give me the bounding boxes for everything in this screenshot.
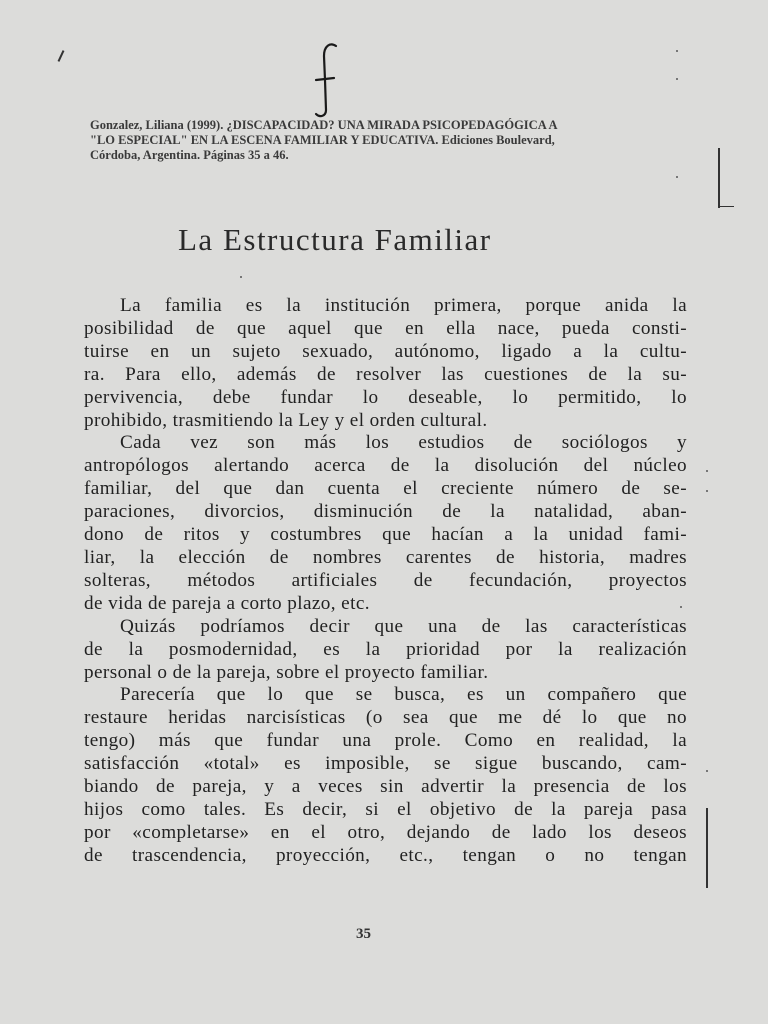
- body-line: prohibido, trasmitiendo la Ley y el orden cultural.: [84, 409, 488, 431]
- body-text: [84, 295, 687, 868]
- bibliographic-citation: [90, 118, 730, 163]
- body-line: familiar, del que dan cuenta el creciente número de se-: [84, 478, 687, 500]
- body-line: Cada vez son más los estudios de sociólogos y: [120, 432, 687, 454]
- body-line: restaure heridas narcisísticas (o sea que me dé lo que no: [84, 707, 687, 729]
- scan-speck: [706, 470, 708, 472]
- body-line: ra. Para ello, además de resolver las cuestiones de la su-: [84, 363, 687, 385]
- body-line: satisfacción «total» es imposible, se sigue buscando, cam-: [84, 753, 687, 775]
- body-line: de vida de pareja a corto plazo, etc.: [84, 592, 370, 614]
- body-line: pervivencia, debe fundar lo deseable, lo permitido, lo: [84, 386, 687, 408]
- body-line: personal o de la pareja, sobre el proyecto familiar.: [84, 661, 489, 683]
- margin-line: [718, 206, 734, 207]
- margin-line: [718, 148, 720, 208]
- citation-line: Gonzalez, Liliana (1999). ¿DISCAPACIDAD? UNA MIRADA PSICOPEDAGÓGICA A: [90, 118, 558, 132]
- body-line: por «completarse» en el otro, dejando de lado los deseos: [84, 821, 687, 843]
- scan-speck: [680, 606, 682, 608]
- body-line: de trascendencia, proyección, etc., tengan o no tengan: [84, 844, 687, 866]
- body-line: Quizás podríamos decir que una de las características: [120, 615, 687, 637]
- margin-line: [706, 808, 708, 888]
- citation-line: Córdoba, Argentina. Páginas 35 a 46.: [90, 148, 289, 162]
- scan-speck: [676, 50, 678, 52]
- stray-mark: [58, 50, 65, 62]
- body-line: biando de pareja, y a veces sin advertir la presencia de los: [84, 776, 687, 798]
- body-line: paraciones, divorcios, disminución de la natalidad, aban-: [84, 501, 687, 523]
- scan-speck: [676, 78, 678, 80]
- body-line: de la posmodernidad, es la prioridad por la realización: [84, 638, 687, 660]
- body-line: dono de ritos y costumbres que hacían a la unidad fami-: [84, 524, 687, 546]
- body-line: tengo) más que fundar una prole. Como en realidad, la: [84, 730, 687, 752]
- chapter-title: La Estructura Familiar: [178, 222, 492, 257]
- page-number: 35: [356, 926, 371, 942]
- scan-speck: [676, 176, 678, 178]
- body-line: solteras, métodos artificiales de fecundación, proyectos: [84, 569, 687, 591]
- body-line: Parecería que lo que se busca, es un compañero que: [120, 684, 687, 706]
- body-line: posibilidad de que aquel que en ella nace, pueda consti-: [84, 317, 687, 339]
- body-line: La familia es la institución primera, porque anida la: [120, 295, 687, 316]
- handwritten-f-mark: [308, 40, 348, 120]
- body-line: hijos como tales. Es decir, si el objetivo de la pareja pasa: [84, 798, 687, 820]
- citation-line: "LO ESPECIAL" EN LA ESCENA FAMILIAR Y EDUCATIVA. Ediciones Boulevard,: [90, 133, 555, 147]
- scan-speck: [240, 276, 242, 278]
- scan-speck: [706, 770, 708, 772]
- body-line: antropólogos alertando acerca de la disolución del núcleo: [84, 455, 687, 477]
- body-line: tuirse en un sujeto sexuado, autónomo, ligado a la cultu-: [84, 340, 687, 362]
- scan-speck: [706, 490, 708, 492]
- body-line: liar, la elección de nombres carentes de historia, madres: [84, 546, 687, 568]
